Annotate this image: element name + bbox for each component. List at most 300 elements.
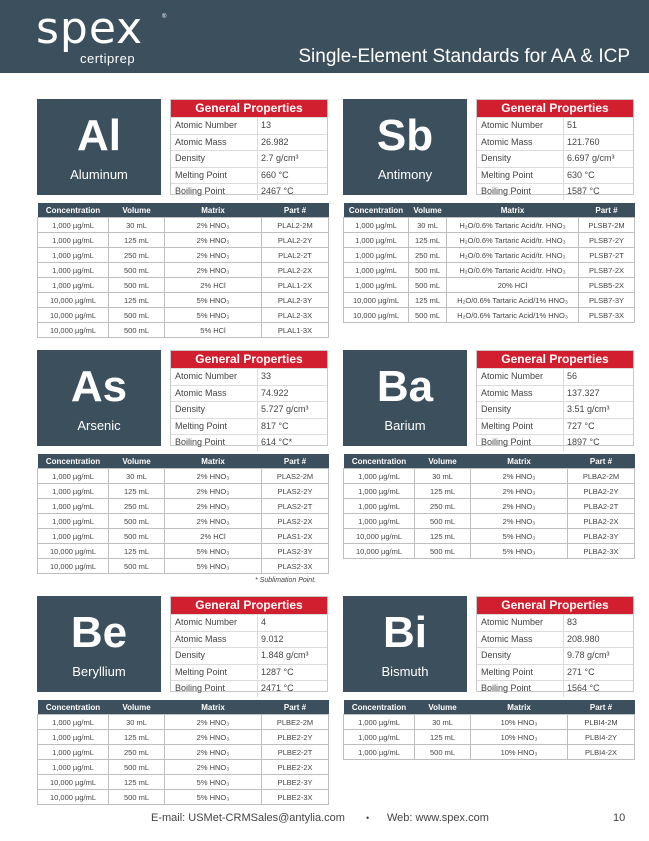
column-header: Concentration	[38, 203, 109, 218]
property-label: Density	[481, 404, 512, 415]
table-cell: 500 mL	[109, 263, 165, 278]
property-value: 2.7 g/cm³	[261, 153, 299, 164]
table-cell: 1,000 µg/mL	[38, 248, 109, 263]
logo-subtitle: certiprep	[80, 51, 136, 66]
property-label: Atomic Mass	[481, 633, 533, 644]
table-cell: 500 mL	[109, 760, 165, 775]
property-row	[171, 368, 327, 385]
property-divider	[563, 435, 564, 451]
property-divider	[257, 135, 258, 151]
table-row	[38, 559, 329, 574]
general-properties-title: General Properties	[477, 597, 633, 614]
property-label: Atomic Number	[175, 371, 238, 381]
property-divider	[563, 615, 564, 631]
property-row	[477, 401, 633, 418]
table-cell: 125 mL	[409, 293, 447, 308]
column-header: Matrix	[165, 454, 262, 469]
property-row	[171, 167, 327, 184]
property-divider	[257, 402, 258, 418]
property-divider	[257, 386, 258, 402]
footer-email[interactable]: E-mail: USMet-CRMSales@antylia.com	[151, 812, 345, 824]
property-label: Boiling Point	[481, 437, 532, 448]
table-cell: 1,000 µg/mL	[38, 218, 109, 233]
table-cell: 500 mL	[109, 559, 165, 574]
table-cell: 10,000 µg/mL	[344, 308, 409, 323]
property-value: 33	[261, 371, 272, 381]
element-tile	[37, 596, 161, 692]
property-value: 1564 °C	[567, 683, 600, 694]
table-cell: 500 mL	[109, 308, 165, 323]
column-header: Volume	[109, 203, 165, 218]
property-divider	[257, 632, 258, 648]
property-label: Boiling Point	[481, 186, 532, 197]
property-divider	[257, 184, 258, 200]
property-label: Melting Point	[481, 169, 534, 180]
table-cell: PLAL2-2T	[262, 248, 329, 263]
property-row	[171, 418, 327, 435]
table-cell: 250 mL	[409, 248, 447, 263]
table-cell: PLSB7-2T	[579, 248, 635, 263]
property-value: 13	[261, 120, 272, 130]
property-label: Atomic Mass	[481, 136, 533, 147]
element-name: Barium	[384, 418, 426, 433]
table-row	[38, 790, 329, 805]
property-value: 2471 °C	[261, 683, 294, 694]
table-cell: 2% HNO₃	[165, 484, 262, 499]
table-cell: 5% HNO₃	[471, 529, 568, 544]
table-cell: PLSB7-2X	[579, 263, 635, 278]
table-row	[344, 514, 635, 529]
table-cell: 10,000 µg/mL	[38, 293, 109, 308]
registered-mark: ®	[162, 14, 167, 20]
column-header: Volume	[409, 203, 447, 218]
property-value: 74.922	[261, 387, 289, 398]
table-cell: 1,000 µg/mL	[344, 745, 415, 760]
property-row	[477, 167, 633, 184]
table-cell: 2% HNO₃	[165, 263, 262, 278]
property-row	[477, 434, 633, 451]
general-properties-box	[170, 596, 328, 692]
property-label: Melting Point	[481, 666, 534, 677]
table-cell: 125 mL	[109, 293, 165, 308]
element-symbol: Bi	[383, 608, 427, 657]
property-value: 51	[567, 120, 578, 130]
column-header: Matrix	[471, 700, 568, 715]
property-divider	[257, 681, 258, 697]
table-cell: PLBE2-2Y	[262, 730, 329, 745]
property-row	[477, 418, 633, 435]
property-value: 26.982	[261, 136, 289, 147]
table-cell: 1,000 µg/mL	[344, 278, 409, 293]
page-title: Single-Element Standards for AA & ICP	[298, 46, 630, 67]
table-header-row	[344, 700, 635, 715]
property-value: 630 °C	[567, 169, 595, 180]
table-cell: H₂O/0.6% Tartaric Acid/tr. HNO₃	[447, 218, 579, 233]
table-cell: PLAL2-2M	[262, 218, 329, 233]
property-value: 56	[567, 371, 578, 381]
column-header: Volume	[109, 700, 165, 715]
table-row	[38, 233, 329, 248]
property-label: Boiling Point	[175, 437, 226, 448]
property-label: Atomic Number	[175, 617, 238, 627]
property-row	[171, 664, 327, 681]
table-cell: 125 mL	[415, 484, 471, 499]
table-cell: PLAS1-2X	[262, 529, 329, 544]
table-cell: 1,000 µg/mL	[38, 529, 109, 544]
product-table	[37, 700, 329, 805]
general-properties-box	[476, 99, 634, 195]
table-cell: 125 mL	[109, 730, 165, 745]
property-row	[477, 385, 633, 402]
property-row	[477, 150, 633, 167]
table-row	[38, 544, 329, 559]
table-cell: PLBA2-2M	[568, 469, 635, 484]
footnote: * Sublimation Point.	[255, 577, 317, 584]
table-cell: PLAL2-2Y	[262, 233, 329, 248]
table-cell: 10,000 µg/mL	[38, 559, 109, 574]
table-cell: 250 mL	[109, 745, 165, 760]
property-row	[171, 401, 327, 418]
property-label: Density	[481, 153, 512, 164]
page-header	[0, 0, 649, 73]
property-divider	[563, 386, 564, 402]
table-cell: 1,000 µg/mL	[344, 218, 409, 233]
table-row	[344, 278, 635, 293]
table-row	[344, 248, 635, 263]
table-cell: 2% HNO₃	[471, 514, 568, 529]
table-row	[38, 469, 329, 484]
property-divider	[257, 615, 258, 631]
table-cell: 1,000 µg/mL	[344, 263, 409, 278]
table-cell: 1,000 µg/mL	[38, 760, 109, 775]
table-cell: 125 mL	[415, 529, 471, 544]
property-row	[171, 647, 327, 664]
general-properties-title: General Properties	[171, 351, 327, 368]
general-properties-title: General Properties	[477, 351, 633, 368]
table-row	[344, 499, 635, 514]
table-row	[38, 760, 329, 775]
column-header: Concentration	[344, 454, 415, 469]
column-header: Part #	[262, 454, 329, 469]
table-header-row	[38, 700, 329, 715]
table-cell: 250 mL	[109, 248, 165, 263]
column-header: Part #	[579, 203, 635, 218]
table-header-row	[38, 454, 329, 469]
property-label: Boiling Point	[175, 683, 226, 694]
property-label: Boiling Point	[175, 186, 226, 197]
table-cell: 10,000 µg/mL	[38, 308, 109, 323]
column-header: Concentration	[38, 700, 109, 715]
table-cell: 500 mL	[409, 263, 447, 278]
table-row	[344, 469, 635, 484]
table-cell: 5% HNO₃	[165, 308, 262, 323]
property-divider	[257, 151, 258, 167]
table-cell: 250 mL	[109, 499, 165, 514]
property-value: 4	[261, 617, 267, 627]
table-cell: 1,000 µg/mL	[344, 233, 409, 248]
table-cell: 1,000 µg/mL	[38, 745, 109, 760]
property-label: Melting Point	[481, 420, 534, 431]
table-cell: 2% HNO₃	[165, 715, 262, 730]
table-cell: 2% HCl	[165, 278, 262, 293]
table-cell: 125 mL	[109, 233, 165, 248]
table-cell: PLBI4-2X	[568, 745, 635, 760]
property-value: 727 °C	[567, 420, 595, 431]
table-cell: PLAS2-3Y	[262, 544, 329, 559]
page-number: 10	[613, 812, 626, 824]
table-cell: 10,000 µg/mL	[344, 529, 415, 544]
table-cell: H₂O/0.6% Tartaric Acid/tr. HNO₃	[447, 263, 579, 278]
table-cell: 2% HNO₃	[165, 745, 262, 760]
table-cell: 125 mL	[109, 775, 165, 790]
property-label: Melting Point	[175, 169, 228, 180]
table-cell: 500 mL	[409, 308, 447, 323]
table-cell: 1,000 µg/mL	[344, 248, 409, 263]
table-cell: PLAL2-3Y	[262, 293, 329, 308]
column-header: Volume	[415, 454, 471, 469]
property-value: 1897 °C	[567, 437, 600, 448]
general-properties-box	[170, 99, 328, 195]
property-label: Atomic Mass	[175, 136, 227, 147]
table-row	[38, 278, 329, 293]
property-row	[477, 631, 633, 648]
product-table	[343, 700, 635, 760]
table-row	[38, 248, 329, 263]
element-symbol: Be	[70, 608, 128, 657]
column-header: Concentration	[344, 203, 409, 218]
table-row	[38, 218, 329, 233]
table-cell: 10% HNO₃	[471, 745, 568, 760]
table-cell: 2% HNO₃	[165, 730, 262, 745]
property-divider	[563, 632, 564, 648]
element-name: Arsenic	[77, 418, 121, 433]
element-tile	[343, 350, 467, 446]
table-cell: 500 mL	[109, 514, 165, 529]
table-cell: 500 mL	[109, 790, 165, 805]
table-cell: 500 mL	[109, 529, 165, 544]
property-divider	[257, 369, 258, 385]
table-cell: 10,000 µg/mL	[38, 544, 109, 559]
table-cell: 250 mL	[415, 499, 471, 514]
table-cell: PLAS2-2X	[262, 514, 329, 529]
table-cell: PLBA2-3Y	[568, 529, 635, 544]
column-header: Concentration	[344, 700, 415, 715]
property-row	[171, 150, 327, 167]
column-header: Part #	[262, 203, 329, 218]
table-cell: H₂O/0.6% Tartaric Acid/1% HNO₃	[447, 293, 579, 308]
element-tile	[343, 596, 467, 692]
table-cell: 1,000 µg/mL	[38, 263, 109, 278]
table-cell: 2% HNO₃	[165, 469, 262, 484]
property-label: Atomic Number	[481, 371, 544, 381]
table-cell: PLBE2-2T	[262, 745, 329, 760]
table-cell: 10,000 µg/mL	[38, 323, 109, 338]
property-label: Density	[175, 650, 206, 661]
table-cell: 500 mL	[109, 323, 165, 338]
table-cell: 1,000 µg/mL	[38, 499, 109, 514]
table-cell: PLAS2-2T	[262, 499, 329, 514]
table-cell: 2% HNO₃	[471, 499, 568, 514]
table-row	[38, 293, 329, 308]
table-row	[38, 775, 329, 790]
table-cell: PLBE2-2M	[262, 715, 329, 730]
property-value: 5.727 g/cm³	[261, 404, 309, 415]
table-cell: 20% HCl	[447, 278, 579, 293]
property-divider	[563, 681, 564, 697]
column-header: Volume	[415, 700, 471, 715]
table-cell: 1,000 µg/mL	[344, 469, 415, 484]
footer-web[interactable]: Web: www.spex.com	[387, 812, 489, 824]
property-value: 208.980	[567, 633, 600, 644]
table-cell: 30 mL	[415, 469, 471, 484]
table-cell: 10% HNO₃	[471, 730, 568, 745]
table-cell: PLBI4-2Y	[568, 730, 635, 745]
table-row	[38, 529, 329, 544]
table-row	[344, 484, 635, 499]
table-cell: H₂O/0.6% Tartaric Acid/tr. HNO₃	[447, 233, 579, 248]
general-properties-box	[170, 350, 328, 446]
table-header-row	[38, 203, 329, 218]
table-cell: 2% HCl	[165, 529, 262, 544]
table-cell: 1,000 µg/mL	[38, 730, 109, 745]
property-value: 9.012	[261, 633, 284, 644]
table-row	[344, 293, 635, 308]
element-name: Beryllium	[72, 664, 126, 679]
table-cell: 1,000 µg/mL	[344, 730, 415, 745]
table-cell: 2% HNO₃	[165, 499, 262, 514]
table-row	[344, 263, 635, 278]
property-divider	[563, 168, 564, 184]
table-cell: 1,000 µg/mL	[344, 715, 415, 730]
element-tile	[37, 350, 161, 446]
element-name: Aluminum	[70, 167, 128, 182]
table-cell: PLBA2-2Y	[568, 484, 635, 499]
table-cell: 2% HNO₃	[165, 514, 262, 529]
table-cell: 2% HNO₃	[165, 233, 262, 248]
property-label: Atomic Mass	[481, 387, 533, 398]
property-value: 271 °C	[567, 666, 595, 677]
table-cell: 30 mL	[415, 715, 471, 730]
table-cell: 5% HNO₃	[165, 775, 262, 790]
property-row	[477, 647, 633, 664]
property-value: 6.697 g/cm³	[567, 153, 615, 164]
table-row	[344, 529, 635, 544]
property-value: 817 °C	[261, 420, 289, 431]
table-row	[38, 499, 329, 514]
table-cell: 500 mL	[415, 514, 471, 529]
table-cell: 1,000 µg/mL	[38, 278, 109, 293]
property-row	[477, 680, 633, 697]
table-row	[344, 544, 635, 559]
footer-separator: •	[366, 813, 370, 823]
table-cell: 30 mL	[409, 218, 447, 233]
element-symbol: Al	[77, 111, 121, 160]
property-row	[171, 183, 327, 200]
table-cell: 1,000 µg/mL	[38, 715, 109, 730]
table-cell: 10,000 µg/mL	[38, 775, 109, 790]
table-row	[38, 745, 329, 760]
property-divider	[563, 419, 564, 435]
property-row	[477, 183, 633, 200]
product-table	[37, 203, 329, 338]
property-divider	[563, 402, 564, 418]
table-cell: PLBA2-2T	[568, 499, 635, 514]
table-cell: 2% HNO₃	[471, 469, 568, 484]
table-cell: 125 mL	[415, 730, 471, 745]
property-label: Density	[175, 404, 206, 415]
table-cell: 5% HNO₃	[165, 790, 262, 805]
table-row	[38, 730, 329, 745]
table-row	[38, 263, 329, 278]
property-divider	[257, 118, 258, 134]
table-cell: PLAL1-3X	[262, 323, 329, 338]
table-cell: PLAL2-3X	[262, 308, 329, 323]
table-cell: 500 mL	[415, 745, 471, 760]
element-symbol: As	[70, 362, 128, 411]
table-cell: PLBE2-2X	[262, 760, 329, 775]
table-cell: 10,000 µg/mL	[38, 790, 109, 805]
property-label: Atomic Number	[481, 120, 544, 130]
property-divider	[563, 665, 564, 681]
column-header: Matrix	[165, 203, 262, 218]
element-tile	[37, 99, 161, 195]
property-value: 1587 °C	[567, 186, 600, 197]
property-label: Atomic Number	[481, 617, 544, 627]
property-value: 614 °C*	[261, 437, 293, 448]
table-cell: PLSB5-2X	[579, 278, 635, 293]
property-row	[477, 368, 633, 385]
property-divider	[563, 118, 564, 134]
column-header: Volume	[109, 454, 165, 469]
property-label: Melting Point	[175, 420, 228, 431]
table-cell: 2% HNO₃	[165, 760, 262, 775]
table-cell: 1,000 µg/mL	[38, 514, 109, 529]
property-divider	[257, 419, 258, 435]
general-properties-box	[476, 350, 634, 446]
property-value: 137.327	[567, 387, 600, 398]
product-table	[37, 454, 329, 574]
element-symbol: Sb	[376, 111, 434, 160]
table-cell: PLAS2-2M	[262, 469, 329, 484]
table-cell: PLBE2-3X	[262, 790, 329, 805]
column-header: Matrix	[471, 454, 568, 469]
property-row	[171, 631, 327, 648]
table-cell: 125 mL	[109, 484, 165, 499]
table-row	[38, 484, 329, 499]
property-row	[477, 664, 633, 681]
table-cell: 2% HNO₃	[165, 218, 262, 233]
table-cell: PLAS2-3X	[262, 559, 329, 574]
table-row	[344, 218, 635, 233]
property-divider	[257, 168, 258, 184]
property-label: Melting Point	[175, 666, 228, 677]
general-properties-title: General Properties	[171, 100, 327, 117]
table-cell: PLSB7-2M	[579, 218, 635, 233]
general-properties-title: General Properties	[171, 597, 327, 614]
column-header: Matrix	[165, 700, 262, 715]
element-symbol: Ba	[376, 362, 434, 411]
column-header: Part #	[568, 454, 635, 469]
property-divider	[257, 648, 258, 664]
property-row	[171, 134, 327, 151]
column-header: Matrix	[447, 203, 579, 218]
table-cell: PLSB7-3Y	[579, 293, 635, 308]
table-cell: 5% HNO₃	[165, 293, 262, 308]
table-cell: 1,000 µg/mL	[344, 484, 415, 499]
table-cell: 1,000 µg/mL	[38, 469, 109, 484]
table-cell: H₂O/0.6% Tartaric Acid/1% HNO₃	[447, 308, 579, 323]
property-row	[477, 614, 633, 631]
